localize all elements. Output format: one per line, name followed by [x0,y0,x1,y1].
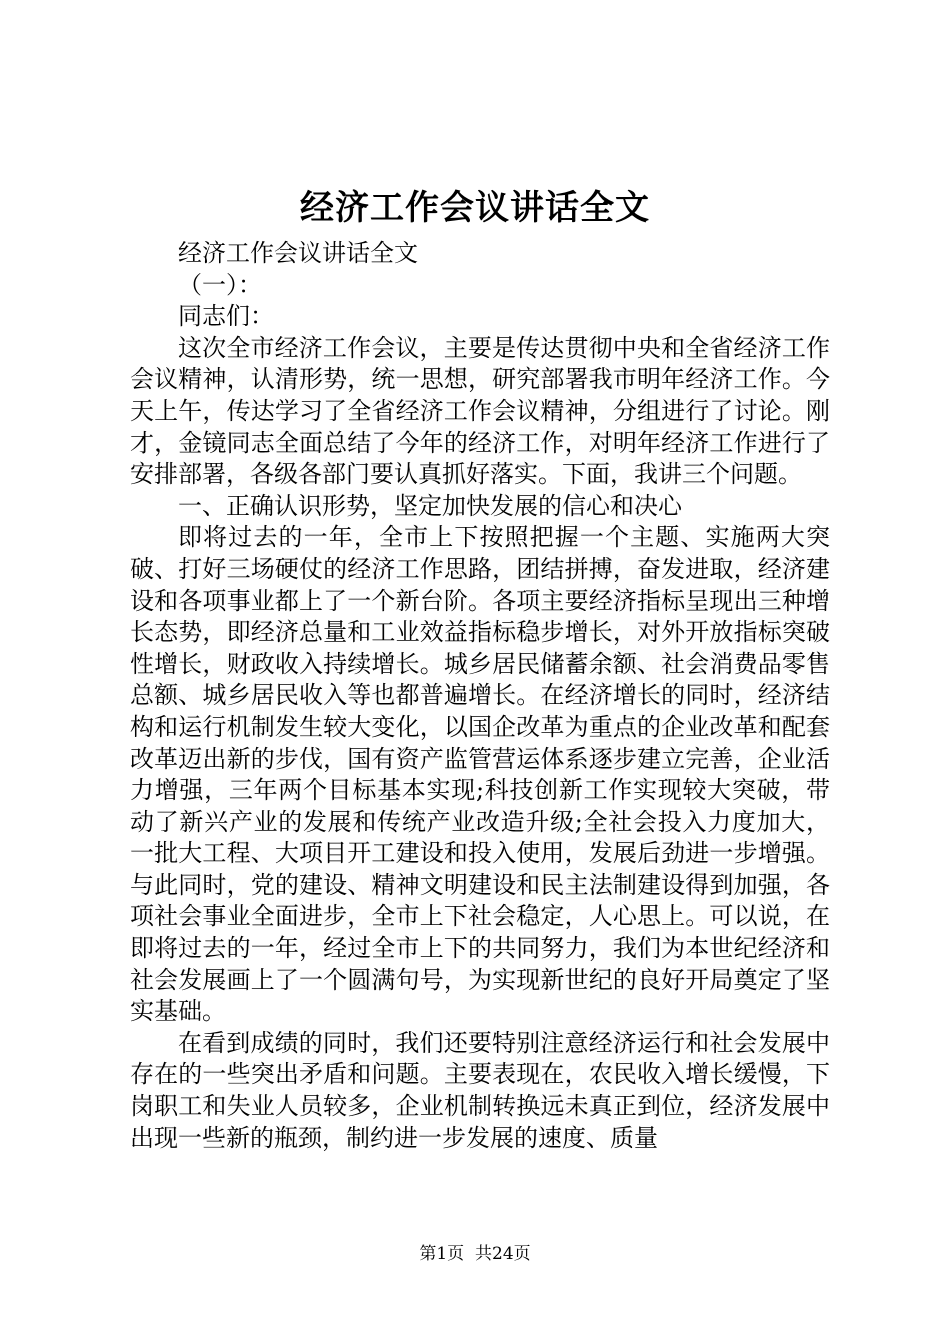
page-total: 共24页 [475,1244,531,1264]
page-footer [0,1243,950,1265]
document-body [130,238,830,1154]
paragraph-problems: 在看到成绩的同时，我们还要特别注意经济运行和社会发展中存在的一些突出矛盾和问题。主要表现在，农民收入增长缓慢，下岗职工和失业人员较多，企业机制转换远未真正到位，经济发展中出现一些新的瓶颈，制约进一步发展的速度、质量 [130,1028,830,1152]
paragraph-salutation: 同志们： [178,302,274,331]
paragraph-intro: 这次全市经济工作会议，主要是传达贯彻中央和全省经济工作会议精神，认清形势，统一思想，研究部署我市明年经济工作。今天上午，传达学习了全省经济工作会议精神，分组进行了讨论。刚才，金镜同志全面总结了今年的经济工作，对明年经济工作进行了安排部署，各级各部门要认真抓好落实。下面，我讲三个问题。 [130,333,830,489]
page-number: 第1页 [419,1244,465,1264]
paragraph-subtitle: 经济工作会议讲话全文 [178,239,418,267]
document-title: 经济工作会议讲话全文 [300,188,650,228]
paragraph-heading-one: 一、正确认识形势，坚定加快发展的信心和决心 [178,491,682,520]
paragraph-section-marker: （一）： [178,270,262,299]
paragraph-achievements: 即将过去的一年，全市上下按照把握一个主题、实施两大突破、打好三场硬仗的经济工作思路，团结拼搏，奋发进取，经济建设和各项事业都上了一个新台阶。各项主要经济指标呈现出三种增长态势，即经济总量和工业效益指标稳步增长，对外开放指标突破性增长，财政收入持续增长。城乡居民储蓄余额、社会消费品零售总额、城乡居民收入等也都普遍增长。在经济增长的同时，经济结构和运行机制发生较大变化，以国企改革为重点的企业改革和配套改革迈出新的步伐，国有资产监管营运体系逐步建立完善，企业活力增强，三年两个目标基本实现;科技创新工作实现较大突破，带动了新兴产业的发展和传统产业改造升级;全社会投入力度加大，一批大工程、大项目开工建设和投入使用，发展后劲进一步增强。与此同时，党的建设、精神文明建设和民主法制建设得到加强，各项社会事业全面进步，全市上下社会稳定，人心思上。可以说，在即将过去的一年，经过全市上下的共同努力，我们为本世纪经济和社会发展画上了一个圆满句号，为实现新世纪的良好开局奠定了坚实基础。 [130,523,830,1026]
